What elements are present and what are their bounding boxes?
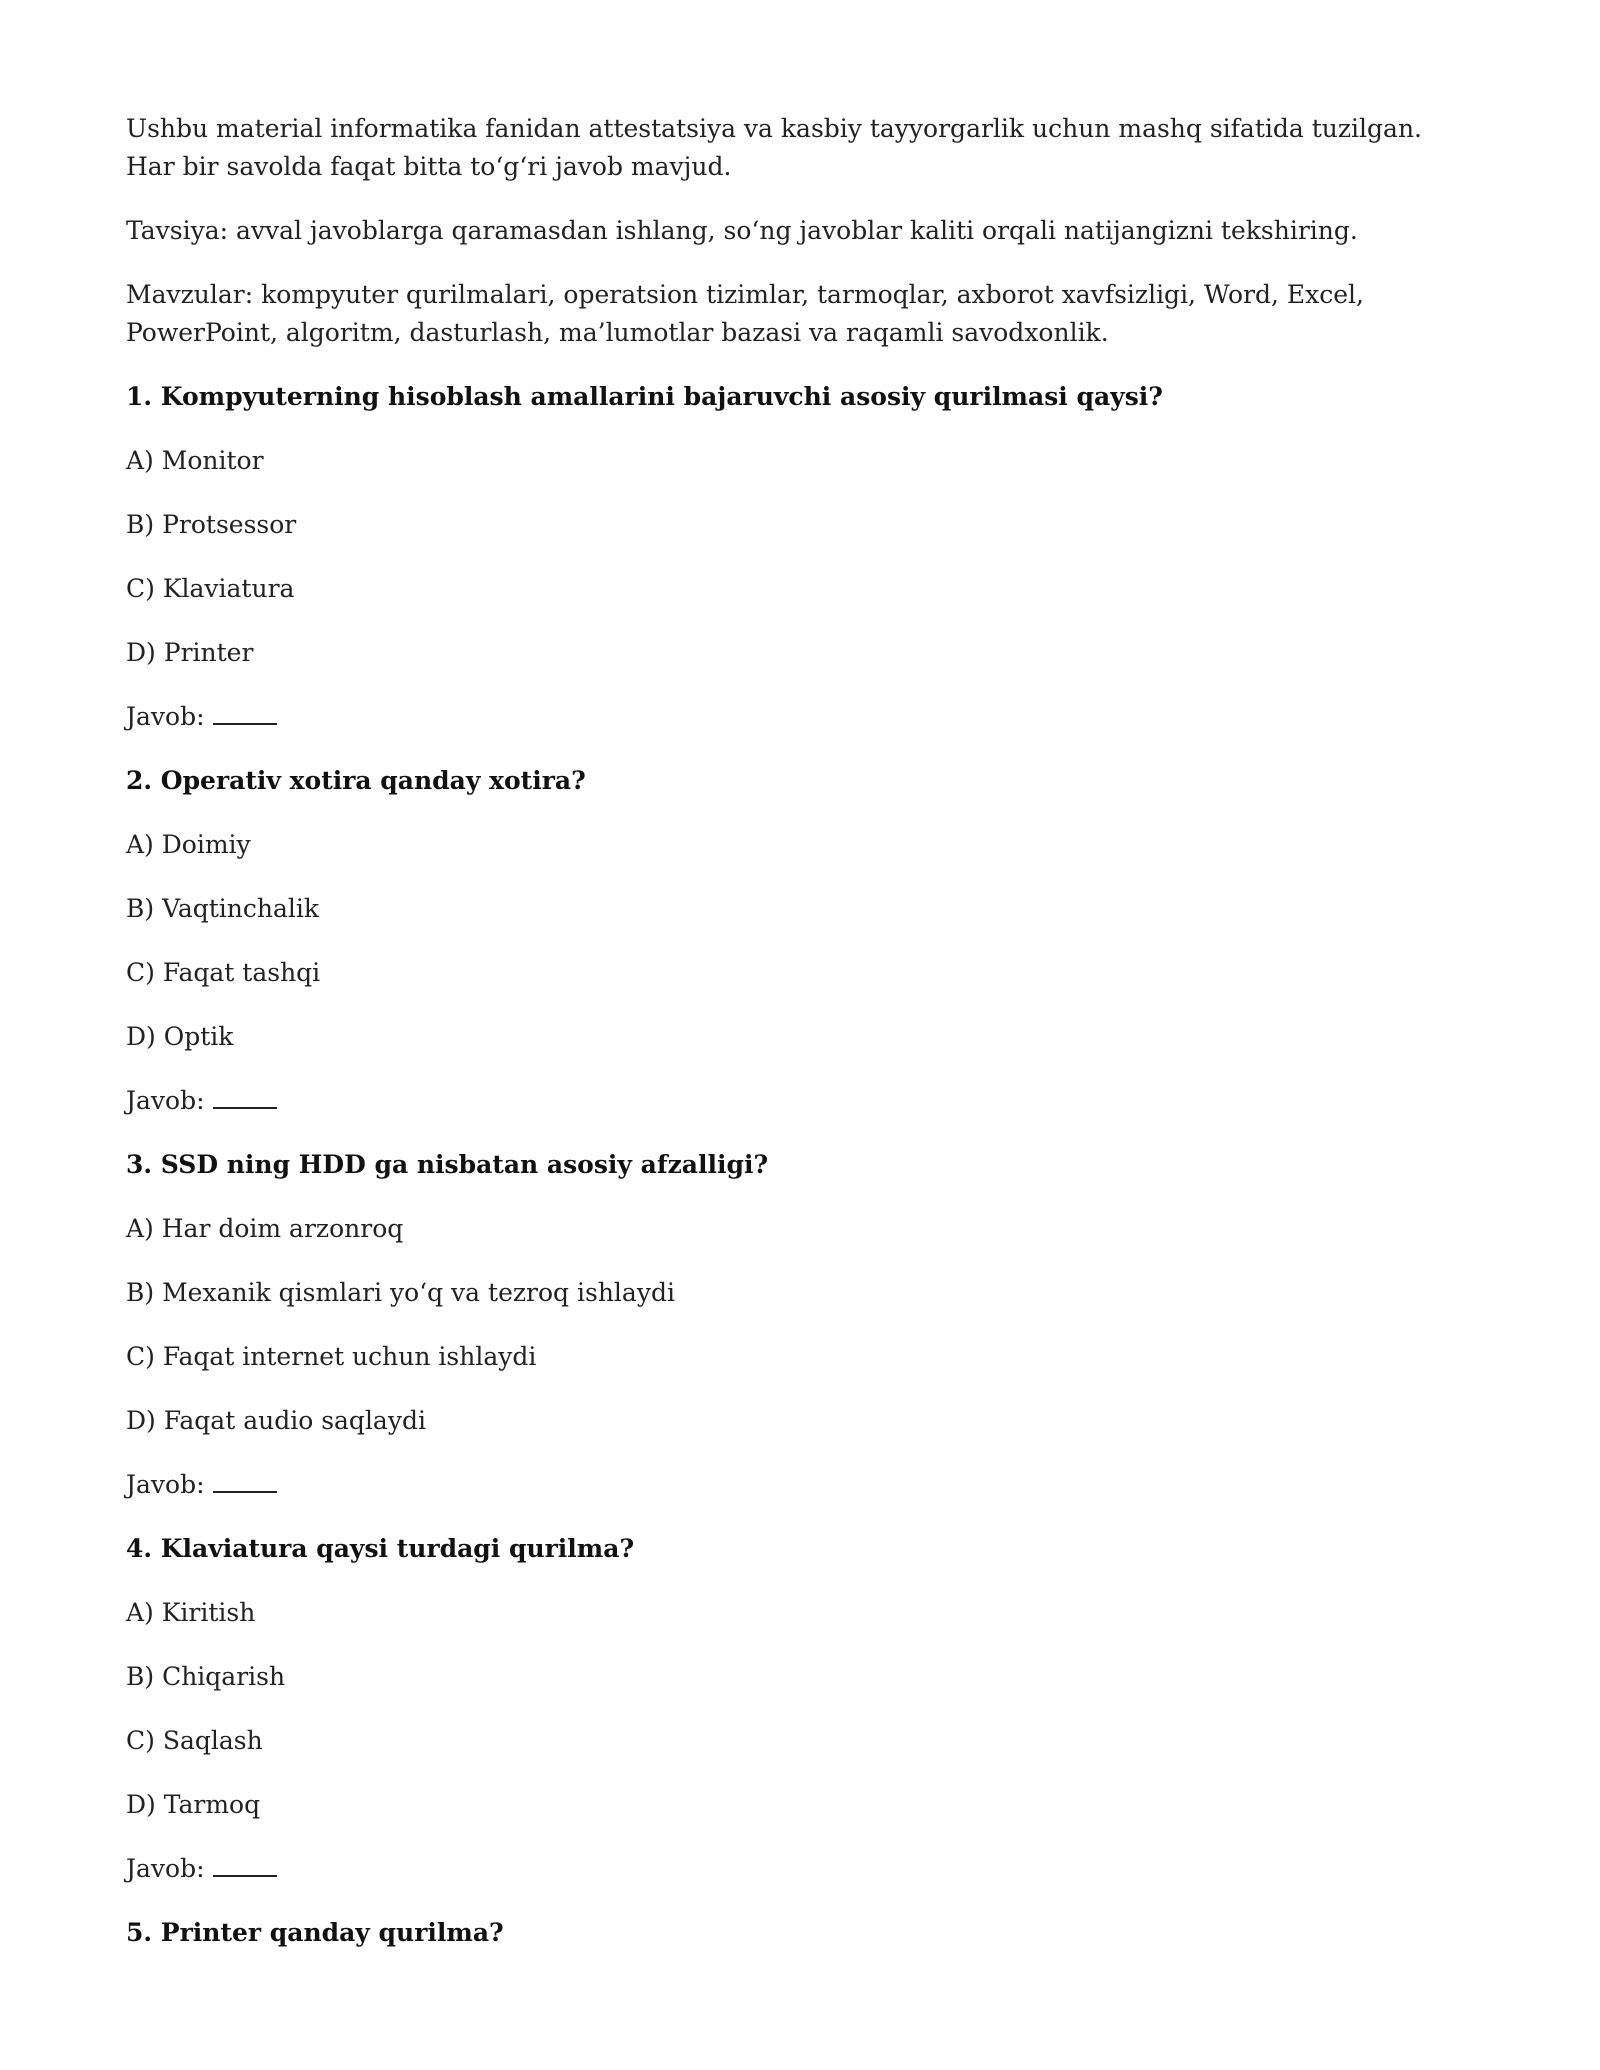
question-4-option-c: C) Saqlash xyxy=(126,1726,263,1755)
question-3-title: 3. SSD ning HDD ga nisbatan asosiy afzalligi? xyxy=(126,1150,769,1179)
topics-paragraph: Mavzular: kompyuter qurilmalari, operatsion tizimlar, tarmoqlar, axborot xavfsizligi, Word, Excel, PowerPoint, algoritm, dasturlash, ma’lumotlar bazasi va raqamli savodxonlik. xyxy=(126,280,1364,347)
question-3-option-c: C) Faqat internet uchun ishlaydi xyxy=(126,1342,537,1371)
question-3-answer xyxy=(126,1466,1456,1504)
question-5-title: 5. Printer qanday qurilma? xyxy=(126,1918,504,1947)
answer-label: Javob: xyxy=(126,1086,205,1115)
intro-paragraph: Ushbu material informatika fanidan attestatsiya va kasbiy tayyorgarlik uchun mashq sifatida tuzilgan. Har bir savolda faqat bitta to‘g‘ri javob mavjud. xyxy=(126,114,1422,181)
question-1-option-d: D) Printer xyxy=(126,638,254,667)
question-4-title: 4. Klaviatura qaysi turdagi qurilma? xyxy=(126,1534,635,1563)
question-3-option-d: D) Faqat audio saqlaydi xyxy=(126,1406,426,1435)
question-2-title: 2. Operativ xotira qanday xotira? xyxy=(126,766,586,795)
answer-label: Javob: xyxy=(126,702,205,731)
tip-paragraph: Tavsiya: avval javoblarga qaramasdan ishlang, so‘ng javoblar kaliti orqali natijangizni tekshiring. xyxy=(126,216,1358,245)
question-1-option-c: C) Klaviatura xyxy=(126,574,295,603)
answer-blank xyxy=(213,1467,277,1493)
question-2-option-c: C) Faqat tashqi xyxy=(126,958,321,987)
answer-blank xyxy=(213,699,277,725)
question-1-title: 1. Kompyuterning hisoblash amallarini bajaruvchi asosiy qurilmasi qaysi? xyxy=(126,382,1163,411)
question-4-answer xyxy=(126,1850,1456,1888)
question-4-option-b: B) Chiqarish xyxy=(126,1662,286,1691)
answer-label: Javob: xyxy=(126,1470,205,1499)
question-1-option-b: B) Protsessor xyxy=(126,510,297,539)
question-2-option-d: D) Optik xyxy=(126,1022,234,1051)
answer-blank xyxy=(213,1083,277,1109)
document-page xyxy=(126,110,1456,1978)
answer-blank xyxy=(213,1851,277,1877)
question-4-option-a: A) Kiritish xyxy=(126,1598,256,1627)
question-1-option-a: A) Monitor xyxy=(126,446,264,475)
question-3-option-a: A) Har doim arzonroq xyxy=(126,1214,404,1243)
answer-label: Javob: xyxy=(126,1854,205,1883)
question-1-answer xyxy=(126,698,1456,736)
question-3-option-b: B) Mexanik qismlari yo‘q va tezroq ishlaydi xyxy=(126,1278,675,1307)
question-2-option-b: B) Vaqtinchalik xyxy=(126,894,320,923)
question-2-answer xyxy=(126,1082,1456,1120)
question-4-option-d: D) Tarmoq xyxy=(126,1790,261,1819)
question-2-option-a: A) Doimiy xyxy=(126,830,251,859)
